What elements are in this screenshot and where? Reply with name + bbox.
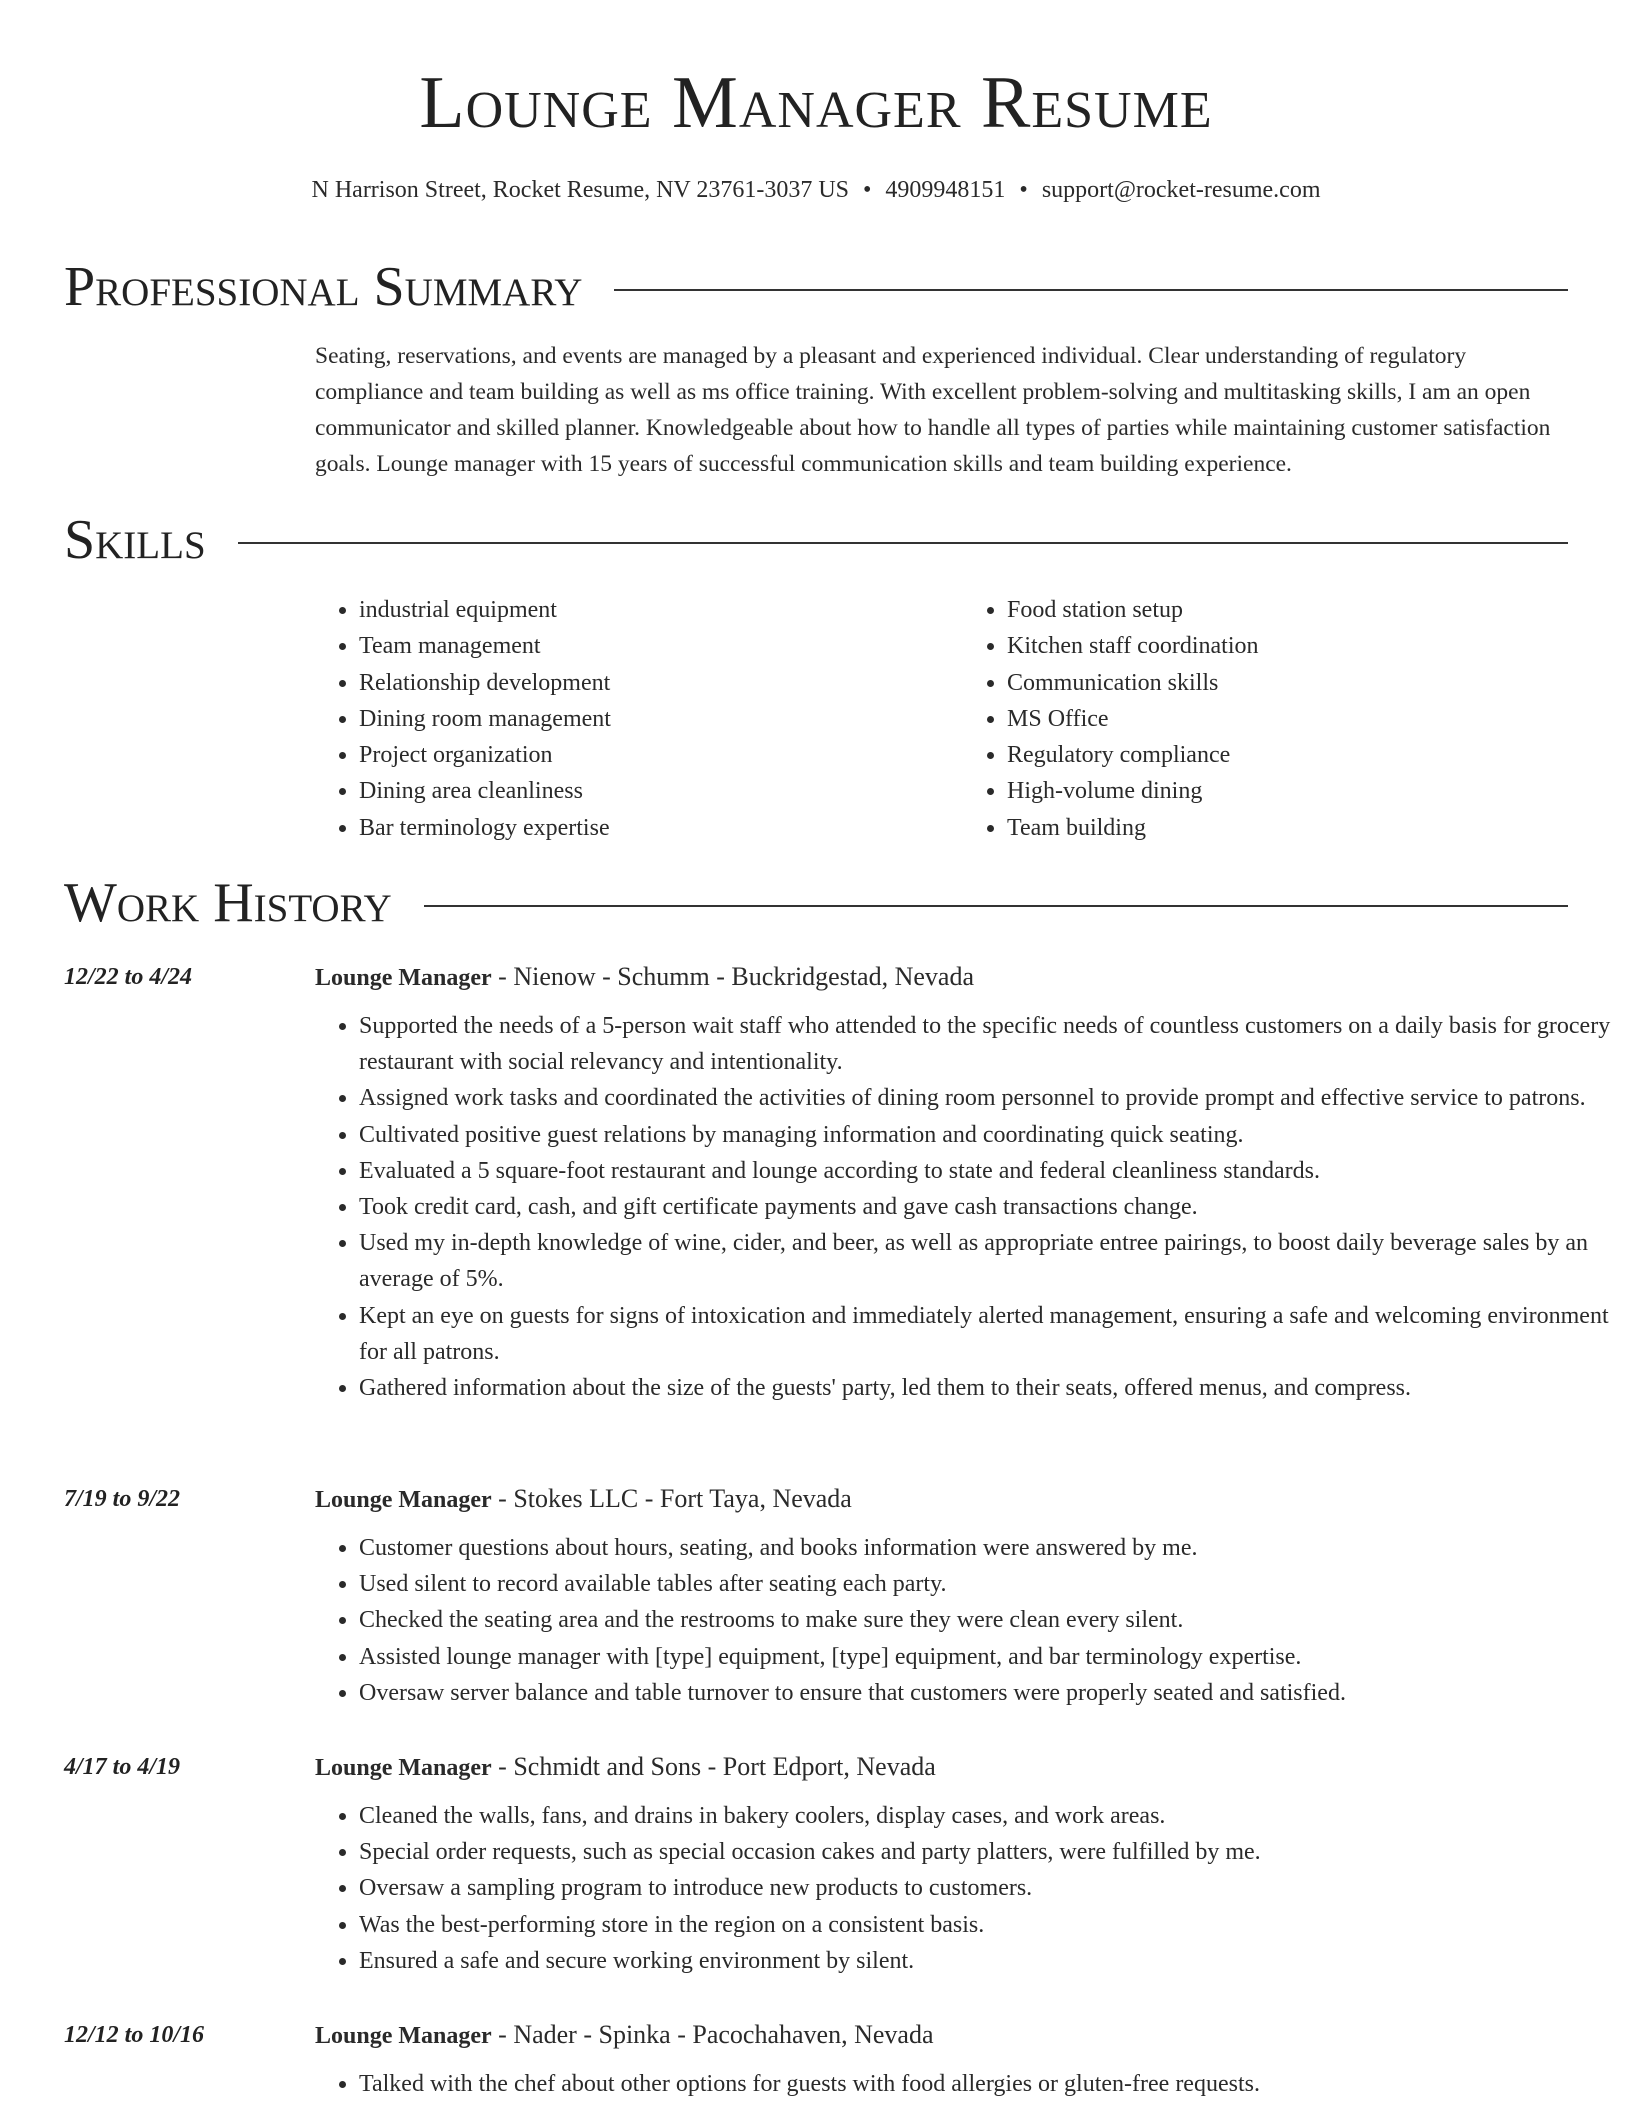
skill-item: • Communication skills <box>1007 665 1570 701</box>
job-bullet: • Supported the needs of a 5-person wait staff who attended to the specific needs of countless customers on a daily basis for grocery restaurant with social relevancy and intentionality. <box>359 1008 1614 1080</box>
skill-item: • MS Office <box>1007 701 1570 737</box>
contact-phone: 4909948151 <box>885 177 1006 203</box>
skill-item: • Regulatory compliance <box>1007 737 1570 773</box>
job-bullet: • Gathered information about the size of the guests' party, led them to their seats, offered menus, and compress. <box>359 1370 1614 1406</box>
job-employer: - Schmidt and Sons - Port Edport, Nevada <box>491 1752 936 1781</box>
job-employer: - Nienow - Schumm - Buckridgestad, Nevada <box>491 962 974 991</box>
summary-text: Seating, reservations, and events are managed by a pleasant and experienced individual. Clear understanding of regulatory compliance and team building as well as ms office training. With excellent problem-solving and multitasking skills, I am an open communicator and skilled planner. Knowledgeable about how to handle all types of parties while maintaining customer satisfaction goals. Lounge manager with 15 years of successful communication skills and team building experience. <box>315 343 1551 477</box>
job-bullet: • Assisted lounge manager with [type] equipment, [type] equipment, and bar terminology expertise. <box>359 1639 1614 1675</box>
skill-item: • High-volume dining <box>1007 773 1570 809</box>
contact-line <box>0 174 1632 206</box>
job-bullet: • Talked with the chef about other options for guests with food allergies or gluten-free requests. <box>359 2066 1614 2102</box>
job-role: Lounge Manager <box>315 965 492 991</box>
resume-title: Lounge Manager Resume <box>419 62 1213 144</box>
skill-item: • Food station setup <box>1007 592 1570 628</box>
job-role: Lounge Manager <box>315 2023 492 2049</box>
job-bullet: • Kept an eye on guests for signs of intoxication and immediately alerted management, ensuring a safe and welcoming environment for all patrons. <box>359 1298 1614 1370</box>
job-bullet: • Cleaned the walls, fans, and drains in bakery coolers, display cases, and work areas. <box>359 1798 1614 1834</box>
job-role: Lounge Manager <box>315 1487 492 1513</box>
skill-item: • Team management <box>359 628 922 664</box>
job-heading <box>315 1750 936 1785</box>
job-role: Lounge Manager <box>315 1755 492 1781</box>
section-divider <box>238 542 1568 544</box>
job-dates: 7/19 to 9/22 <box>64 1486 181 1512</box>
job-bullet: • Customer questions about hours, seating, and books information were answered by me. <box>359 1530 1614 1566</box>
contact-separator: • <box>1019 177 1028 203</box>
job-bullet: • Cultivated positive guest relations by managing information and coordinating quick seating. <box>359 1117 1614 1153</box>
skills-list <box>315 592 1570 846</box>
skill-item: • Team building <box>1007 810 1570 846</box>
job-bullets <box>315 2066 1614 2102</box>
skills-heading: Skills <box>64 509 206 571</box>
job-bullet: • Evaluated a 5 square-foot restaurant and lounge according to state and federal cleanliness standards. <box>359 1153 1614 1189</box>
work-heading: Work History <box>64 872 392 934</box>
skill-item: • Relationship development <box>359 665 922 701</box>
job-employer: - Stokes LLC - Fort Taya, Nevada <box>491 1484 852 1513</box>
job-bullets <box>315 1798 1614 1979</box>
contact-address: N Harrison Street, Rocket Resume, NV 23761-3037 US <box>311 177 849 203</box>
job-bullet: • Was the best-performing store in the region on a consistent basis. <box>359 1907 1614 1943</box>
skills-column-right <box>963 592 1570 846</box>
section-divider <box>424 905 1568 907</box>
job-bullets <box>315 1008 1614 1406</box>
skills-column-left <box>315 592 922 846</box>
job-bullet: • Used silent to record available tables after seating each party. <box>359 1566 1614 1602</box>
job-bullet: • Ensured a safe and secure working environment by silent. <box>359 1943 1614 1979</box>
skill-item: • Bar terminology expertise <box>359 810 922 846</box>
work-section-header <box>64 871 1568 935</box>
job-bullet: • Oversaw a sampling program to introduce new products to customers. <box>359 1870 1614 1906</box>
job-bullet: • Took credit card, cash, and gift certificate payments and gave cash transactions change. <box>359 1189 1614 1225</box>
job-bullet: • Used my in-depth knowledge of wine, cider, and beer, as well as appropriate entree pairings, to boost daily beverage sales by an average of 5%. <box>359 1225 1614 1297</box>
job-dates: 12/22 to 4/24 <box>64 964 193 990</box>
skill-item: • Project organization <box>359 737 922 773</box>
job-bullet: • Assigned work tasks and coordinated the activities of dining room personnel to provide prompt and effective service to patrons. <box>359 1080 1614 1116</box>
section-divider <box>614 289 1568 291</box>
skills-section-header <box>64 508 1568 572</box>
summary-section-header <box>64 255 1568 319</box>
skill-item: • Kitchen staff coordination <box>1007 628 1570 664</box>
skill-item: • Dining area cleanliness <box>359 773 922 809</box>
job-bullet: • Oversaw server balance and table turnover to ensure that customers were properly seated and satisfied. <box>359 1675 1614 1711</box>
job-dates: 12/12 to 10/16 <box>64 2022 205 2048</box>
job-heading <box>315 1482 852 1517</box>
job-heading <box>315 2018 933 2053</box>
job-bullets <box>315 1530 1614 1711</box>
skill-item: • industrial equipment <box>359 592 922 628</box>
contact-separator: • <box>863 177 872 203</box>
job-dates: 4/17 to 4/19 <box>64 1754 181 1780</box>
job-employer: - Nader - Spinka - Pacochahaven, Nevada <box>491 2020 934 2049</box>
job-bullet: • Special order requests, such as special occasion cakes and party platters, were fulfilled by me. <box>359 1834 1614 1870</box>
contact-email: support@rocket-resume.com <box>1041 177 1321 203</box>
summary-heading: Professional Summary <box>64 256 583 318</box>
job-bullet: • Checked the seating area and the restrooms to make sure they were clean every silent. <box>359 1602 1614 1638</box>
skill-item: • Dining room management <box>359 701 922 737</box>
job-heading <box>315 960 974 995</box>
